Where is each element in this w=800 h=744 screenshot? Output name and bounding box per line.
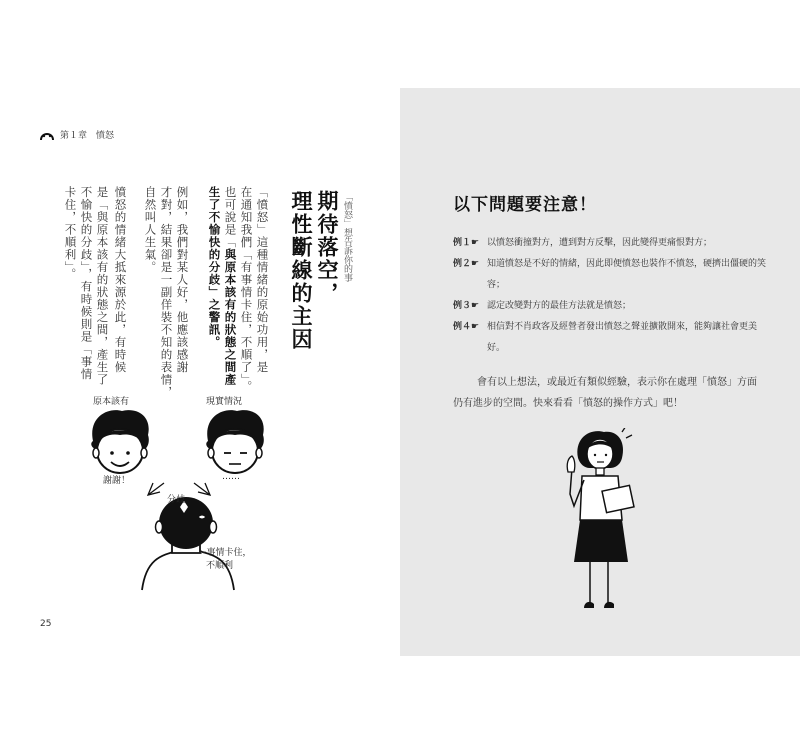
example-text: 以憤怒衝撞對方，遭到對方反擊，因此變得更痛恨對方； — [487, 238, 713, 248]
speech-thanks: 謝謝！ — [103, 476, 131, 486]
label-expected: 原本該有 — [93, 397, 130, 407]
body-column-4: 生了不愉快的分歧」之警訊。 — [207, 186, 222, 349]
reality-face-icon — [206, 410, 264, 473]
warning-heading: 以下問題要注意！ — [453, 195, 597, 215]
label-stuck-2: 不順利 — [206, 561, 234, 571]
body-column-3: 也可說是「與原本該有的狀態之間產 — [223, 186, 238, 386]
body-column-10: 不愉快的分歧」，有時候則是「事情 — [79, 186, 94, 381]
title-line-1: 期待落空， — [315, 190, 339, 305]
label-stuck-1: ←事情卡住， — [199, 548, 252, 558]
list-item — [453, 254, 773, 296]
label-reality: 現實情況 — [206, 397, 243, 407]
person-back-icon — [142, 497, 234, 590]
woman-with-folder-icon — [560, 428, 650, 618]
body-column-11: 卡住，不順利」。 — [63, 186, 78, 281]
closing-paragraph: 會有以上想法，或最近有類似經驗，表示你在處理「憤怒」方面仍有進步的空間。快來看看「憤怒的操作方式」吧！ — [453, 377, 757, 409]
example-list — [453, 233, 773, 359]
body-column-5: 例如，我們對某人好，他應該感謝 — [175, 186, 190, 374]
speech-silence: …… — [222, 472, 240, 482]
chapter-head-icon — [40, 129, 54, 141]
label-gap: 分歧 — [167, 495, 186, 505]
title-line-2: 理性斷線的主因 — [289, 190, 313, 351]
list-item — [453, 233, 773, 254]
subtitle: 「憤怒」想告訴你的事 — [342, 192, 352, 282]
chapter-header — [40, 128, 114, 141]
example-text: 知道憤怒是不好的情緒，因此即便憤怒也裝作不憤怒，硬擠出僵硬的笑容； — [487, 259, 767, 290]
body-column-2: 在通知我們「有事情卡住，不順了」。 — [239, 186, 254, 393]
chapter-label: 第１章 憤怒 — [60, 131, 115, 141]
body-column-7: 自然叫人生氣。 — [143, 186, 158, 274]
example-text: 相信對不肖政客及經營者發出憤怒之聲並擴散開來，能夠讓社會更美好。 — [487, 322, 758, 353]
example-label: 例１☛ — [453, 238, 480, 248]
example-text: 認定改變對方的最佳方法就是憤怒； — [487, 301, 632, 311]
expected-face-icon — [91, 410, 149, 473]
body-column-8: 憤怒的情緒大抵來源於此，有時候 — [113, 186, 128, 374]
list-item — [453, 317, 773, 359]
example-label: 例３☛ — [453, 301, 480, 311]
example-label: 例４☛ — [453, 322, 480, 332]
example-label: 例２☛ — [453, 259, 480, 269]
page-number: 25 — [40, 619, 52, 629]
body-column-1: 「憤怒」這種情緒的原始功用，是 — [255, 186, 270, 374]
list-item — [453, 296, 773, 317]
body-column-6: 才對，結果卻是一副佯裝不知的表情， — [159, 186, 174, 399]
body-column-9: 是「與原本該有的狀態之間，產生了 — [95, 186, 110, 386]
